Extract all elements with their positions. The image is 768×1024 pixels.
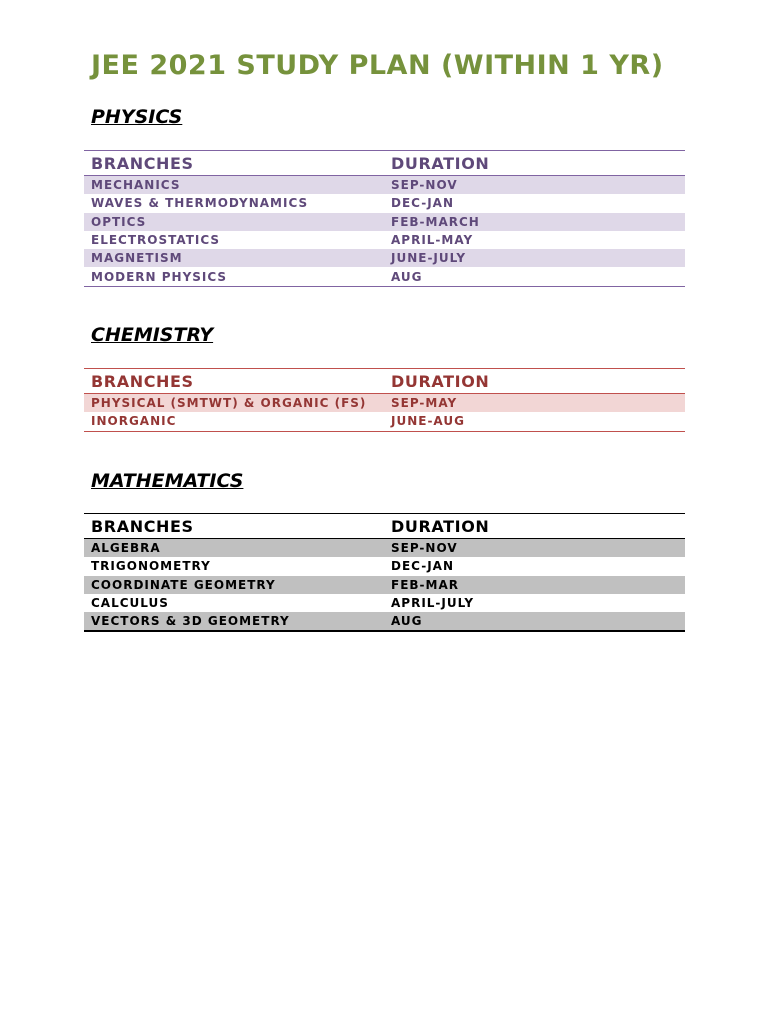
branch-cell: TRIGONOMETRY <box>91 559 211 574</box>
duration-cell: JUNE-JULY <box>391 251 467 266</box>
chemistry-col-branches: BRANCHES <box>91 371 194 391</box>
duration-cell: AUG <box>391 269 423 284</box>
physics-col-duration: DURATION <box>391 153 490 173</box>
branch-cell: VECTORS & 3D GEOMETRY <box>91 614 290 629</box>
duration-cell: SEP-NOV <box>391 541 458 556</box>
physics-heading: PHYSICS <box>91 106 183 128</box>
duration-cell: FEB-MAR <box>391 577 459 592</box>
duration-cell: APRIL-JULY <box>391 596 475 611</box>
duration-cell: DEC-JAN <box>391 196 455 211</box>
table-row <box>84 267 685 285</box>
branch-cell: ELECTROSTATICS <box>91 233 221 248</box>
table-row <box>84 176 685 194</box>
mathematics-col-branches: BRANCHES <box>91 516 194 536</box>
chemistry-heading: CHEMISTRY <box>91 324 214 346</box>
physics-table-header <box>84 151 685 176</box>
table-row <box>84 194 685 212</box>
chemistry-col-duration: DURATION <box>391 371 490 391</box>
duration-cell: APRIL-MAY <box>391 233 474 248</box>
table-row <box>84 394 685 412</box>
mathematics-table <box>84 513 685 632</box>
table-row <box>84 576 685 594</box>
duration-cell: SEP-MAY <box>391 396 458 411</box>
table-row <box>84 539 685 557</box>
table-row <box>84 213 685 231</box>
branch-cell: OPTICS <box>91 214 147 229</box>
mathematics-col-duration: DURATION <box>391 516 490 536</box>
branch-cell: PHYSICAL (SMTWT) & ORGANIC (FS) <box>91 396 367 411</box>
table-row <box>84 594 685 612</box>
duration-cell: DEC-JAN <box>391 559 455 574</box>
duration-cell: SEP-NOV <box>391 178 458 193</box>
physics-col-branches: BRANCHES <box>91 153 194 173</box>
table-row <box>84 412 685 430</box>
branch-cell: CALCULUS <box>91 596 169 611</box>
chemistry-table <box>84 368 685 432</box>
branch-cell: MAGNETISM <box>91 251 183 266</box>
table-row <box>84 231 685 249</box>
table-row <box>84 249 685 267</box>
chemistry-table-header <box>84 369 685 394</box>
mathematics-table-header <box>84 514 685 539</box>
branch-cell: ALGEBRA <box>91 541 161 556</box>
table-row <box>84 557 685 575</box>
branch-cell: WAVES & THERMODYNAMICS <box>91 196 309 211</box>
duration-cell: AUG <box>391 614 423 629</box>
branch-cell: MECHANICS <box>91 178 181 193</box>
page-title: JEE 2021 STUDY PLAN (WITHIN 1 YR) <box>91 50 664 81</box>
branch-cell: INORGANIC <box>91 414 177 429</box>
mathematics-heading: MATHEMATICS <box>91 470 244 492</box>
duration-cell: JUNE-AUG <box>391 414 465 429</box>
physics-table <box>84 150 685 287</box>
duration-cell: FEB-MARCH <box>391 214 480 229</box>
table-row <box>84 612 685 630</box>
branch-cell: COORDINATE GEOMETRY <box>91 577 276 592</box>
branch-cell: MODERN PHYSICS <box>91 269 228 284</box>
